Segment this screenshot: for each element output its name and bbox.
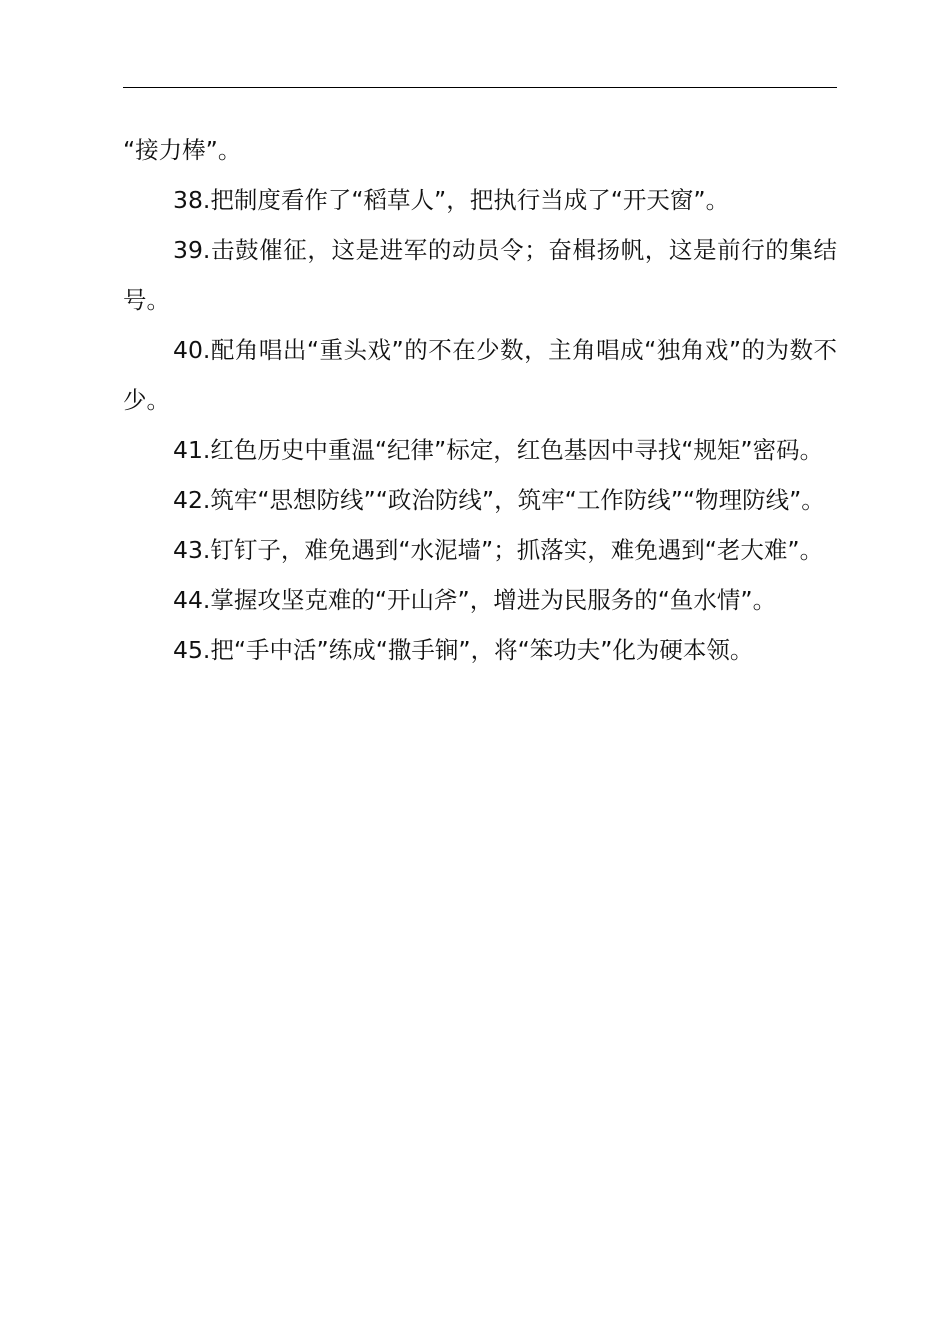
paragraph-item-39: 39.击鼓催征，这是进军的动员令；奋楫扬帆，这是前行的集结号。 (123, 236, 837, 314)
paragraph-item-38: 38.把制度看作了“稻草人”，把执行当成了“开天窗”。 (173, 186, 730, 214)
document-body (123, 125, 837, 675)
paragraph-item-41: 41.红色历史中重温“纪律”标定，红色基因中寻找“规矩”密码。 (173, 436, 824, 464)
paragraph-continuation: “接力棒”。 (123, 136, 242, 164)
header-rule (123, 87, 837, 88)
paragraph-item-42: 42.筑牢“思想防线”“政治防线”，筑牢“工作防线”“物理防线”。 (173, 486, 825, 514)
paragraph-item-45: 45.把“手中活”练成“撒手锏”，将“笨功夫”化为硬本领。 (173, 636, 754, 664)
paragraph-item-40: 40.配角唱出“重头戏”的不在少数，主角唱成“独角戏”的为数不少。 (123, 336, 837, 414)
paragraph-item-44: 44.掌握攻坚克难的“开山斧”，增进为民服务的“鱼水情”。 (173, 586, 777, 614)
paragraph-item-43: 43.钉钉子，难免遇到“水泥墙”；抓落实，难免遇到“老大难”。 (173, 536, 824, 564)
